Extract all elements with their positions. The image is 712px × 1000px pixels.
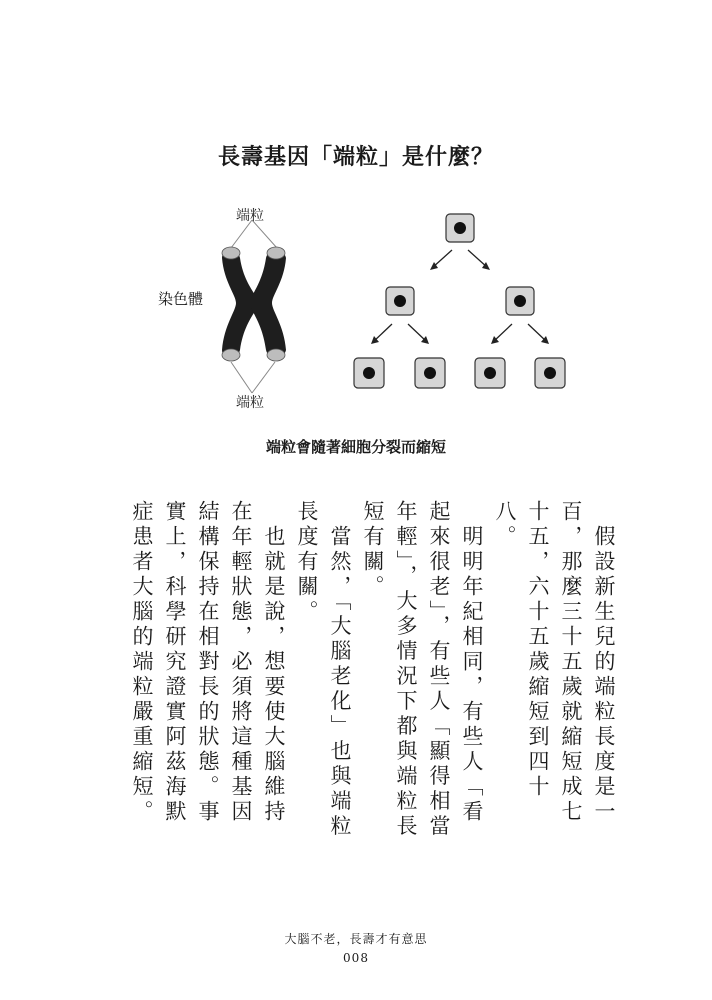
telomere-cap-top-left [222, 247, 240, 259]
section-heading: 長壽基因「端粒」是什麼？ [217, 145, 494, 170]
body-paragraph-4: 也就是說，想要使大腦維持在年輕狀態，必須將這種基因結構保持在相對長的狀態。事實上，科學研究證實阿茲海默症患者大腦的端粒嚴重縮短。 [130, 500, 286, 826]
telomere-cap-bottom-right [267, 349, 285, 361]
telomere-figure [0, 190, 712, 420]
body-paragraph-3: 當然，「大腦老化」也與端粒長度有關。 [295, 500, 352, 840]
page-number: 008 [343, 951, 369, 965]
telomere-label-top: 端粒 [236, 208, 264, 224]
chromosome-label: 染色體 [158, 290, 204, 308]
running-footer-title: 大腦不老，長壽才有意思 [284, 932, 428, 946]
telomere-cap-bottom-left [222, 349, 240, 361]
cell-division-tree [354, 214, 565, 388]
body-text [130, 500, 620, 840]
body-paragraph-1: 假設新生兒的端粒長度是一百，那麼三十五歲就縮短成七十五，六十五歲縮短到四十八。 [493, 500, 616, 826]
telomere-cap-top-right [267, 247, 285, 259]
body-paragraph-2: 明明年紀相同，有些人「看起來很老」，有些人「顯得相當年輕」，大多情況下都與端粒長短有關。 [361, 500, 484, 840]
telomere-label-bottom: 端粒 [236, 395, 264, 411]
figure-illustration [0, 190, 712, 420]
figure-caption: 端粒會隨著細胞分裂而縮短 [265, 438, 446, 456]
chromosome-illustration [222, 220, 286, 393]
